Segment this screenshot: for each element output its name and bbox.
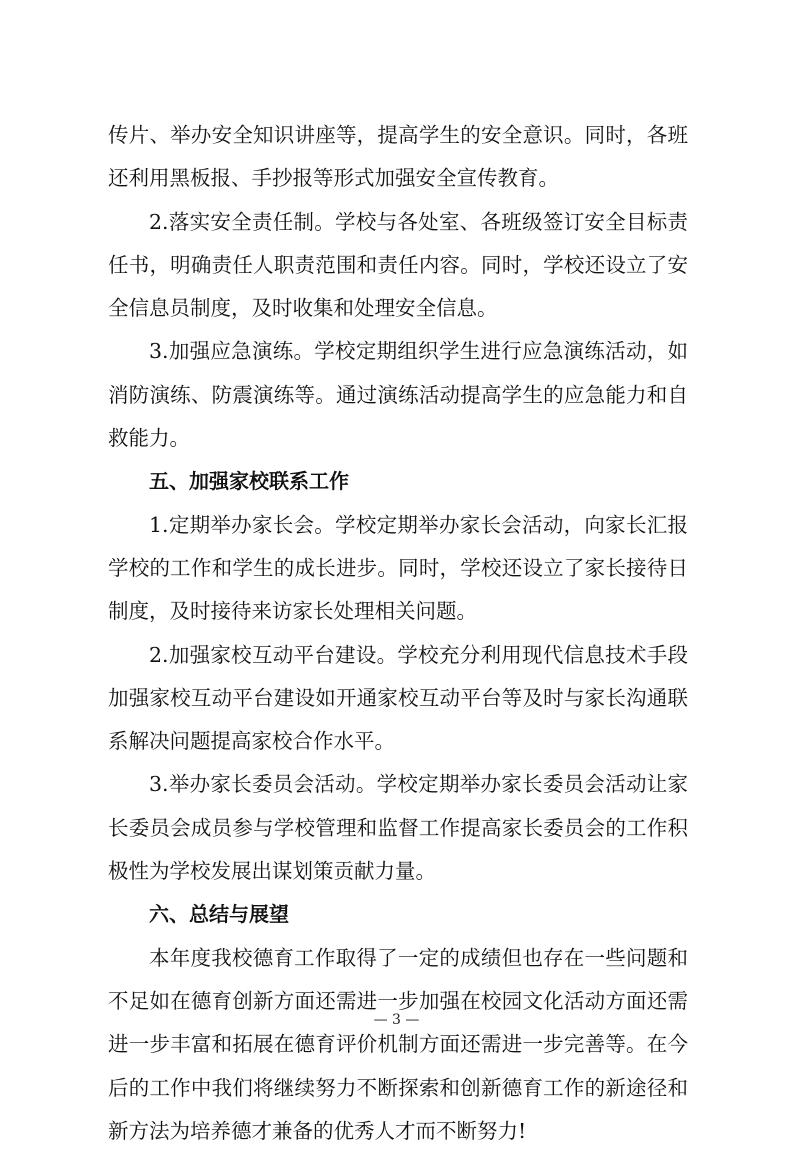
paragraph-parent-meetings: 1.定期举办家长会。学校定期举办家长会活动，向家长汇报学校的工作和学生的成长进步。同时，学校还设立了家长接待日制度，及时接待来访家长处理相关问题。 [108,512,688,624]
paragraph-parent-committee: 3.举办家长委员会活动。学校定期举办家长委员会活动让家长委员会成员参与学校管理和监督工作提高家长委员会的工作积极性为学校发展出谋划策贡献力量。 [108,772,688,884]
section-heading-home-school: 五、加强家校联系工作 [149,469,349,494]
section-heading-summary: 六、总结与展望 [149,902,289,927]
paragraph-summary-outlook: 本年度我校德育工作取得了一定的成绩但也存在一些问题和不足如在德育创新方面还需进一步加强在校园文化活动方面还需进一步丰富和拓展在德育评价机制方面还需进一步完善等。在今后的工作中我们将继续努力不断探索和创新德育工作的新途径和新方法为培养德才兼备的优秀人才而不断努力! [108,945,688,1143]
document-body [108,114,688,1153]
paragraph-safety-promotion: 传片、举办安全知识讲座等，提高学生的安全意识。同时，各班还利用黑板报、手抄报等形式加强安全宣传教育。 [108,123,688,191]
paragraph-interaction-platform: 2.加强家校互动平台建设。学校充分利用现代信息技术手段加强家校互动平台建设如开通家校互动平台等及时与家长沟通联系解决问题提高家校合作水平。 [108,642,688,754]
paragraph-emergency-drills: 3.加强应急演练。学校定期组织学生进行应急演练活动，如消防演练、防震演练等。通过演练活动提高学生的应急能力和自救能力。 [108,339,688,451]
page-number: — 3 — [373,1012,420,1028]
paragraph-safety-responsibility: 2.落实安全责任制。学校与各处室、各班级签订安全目标责任书，明确责任人职责范围和责任内容。同时，学校还设立了安全信息员制度，及时收集和处理安全信息。 [108,209,688,321]
